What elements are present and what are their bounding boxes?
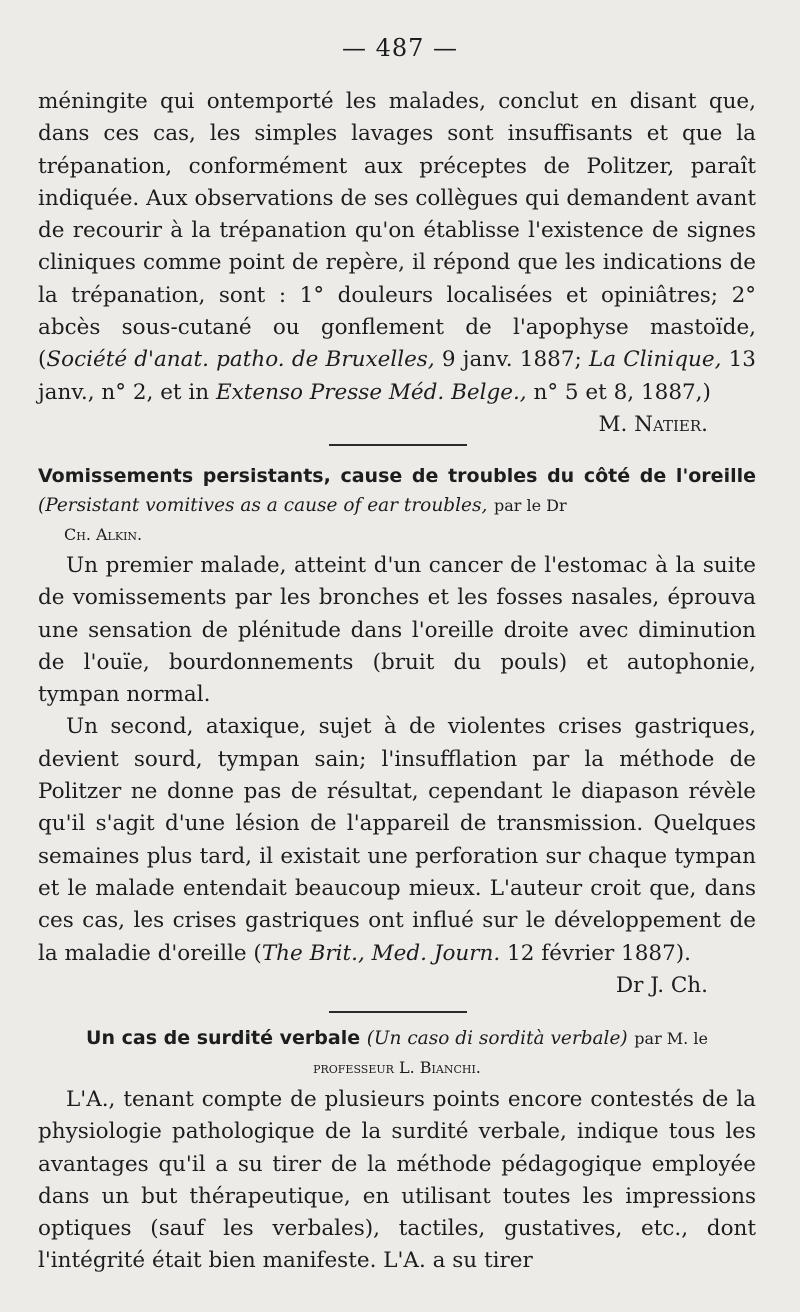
- article-title-translation: (Un caso di sordità verbale): [366, 1028, 628, 1049]
- author-signature: M. Natier.: [598, 411, 708, 437]
- text-run: 12 février 1887).: [500, 940, 691, 966]
- text-run: Un second, ataxique, sujet à de violentes crises gastriques, devient sourd, tympan sain; l'insufflation par la méthode de Politzer ne donne pas de résultat, cependant le diapason révèle qu'il s'agit d'une lésion de l'appareil de transmission. Quelques semaines plus tard, il existait une perforation sur chaque tympan et le malade entendait beaucoup mieux. L'auteur croit que, dans ces cas, les crises gastriques ont influé sur le développement de la maladie d'oreille (: [38, 714, 756, 966]
- article-author: professeur L. Bianchi.: [313, 1058, 481, 1077]
- text-run: n° 5 et 8, 1887,): [526, 379, 711, 405]
- article-title: Un cas de surdité verbale: [86, 1027, 361, 1049]
- paragraph-text: [38, 86, 756, 437]
- paragraph-text: L'A., tenant compte de plusieurs points encore contestés de la physiologie pathologique de la surdité verbale, indique tous les avantages qu'il a su tirer de la méthode pédagogique employée dans un but thérapeutique, en utilisant toutes les impressions optiques (sauf les verbales), tactiles, gustatives, etc., dont l'intégrité était bien manifeste. L'A. a su tirer: [38, 1087, 756, 1274]
- text-run: 13 janv., n° 2, et in: [38, 347, 756, 405]
- section-divider: [329, 1011, 467, 1013]
- citation-italic: The Brit., Med. Journ.: [261, 940, 501, 966]
- byline-prefix: par M. le: [634, 1029, 708, 1048]
- text-run: méningite qui ontemporté les malades, conclut en disant que, dans ces cas, les simples lavages sont insuffisants et que la trépanation, conformément aux préceptes de Politzer, paraît indiquée. Aux observations de ses collègues qui demandent avant de recourir à la trépanation qu'on établisse l'existence de signes cliniques comme point de repère, il répond que les indications de la trépanation, sont : 1° douleurs localisées et opiniâtres; 2° abcès sous-cutané ou gonflement de l'apophyse mastoïde, (: [38, 89, 756, 373]
- article-title-translation: (Persistant vomitives as a cause of ear troubles,: [38, 495, 488, 516]
- article-heading: [38, 1024, 756, 1082]
- article-author: Ch. Alkin.: [64, 525, 143, 544]
- article-heading: [38, 462, 756, 549]
- article-body: [38, 1084, 756, 1278]
- citation-italic: La Clinique,: [588, 347, 722, 373]
- article-title: Vomissements persistants, cause de troubles du côté de l'oreille: [38, 465, 756, 487]
- page-number: — 487 —: [341, 34, 459, 62]
- author-signature: Dr J. Ch.: [615, 972, 708, 998]
- citation-italic: Société d'anat. patho. de Bruxelles,: [46, 347, 435, 373]
- text-run: 9 janv. 1887;: [434, 347, 582, 373]
- article-body: [38, 550, 756, 1002]
- paragraph-text: [38, 711, 756, 998]
- byline-prefix: par le Dr: [493, 496, 567, 515]
- section-divider: [329, 444, 467, 446]
- continued-paragraph: [38, 86, 756, 441]
- paragraph-text: Un premier malade, atteint d'un cancer de l'estomac à la suite de vomissements par les bronches et les fosses nasales, éprouva une sensation de plénitude dans l'oreille droite avec diminution de l'ouïe, bourdonnements (bruit du pouls) et autophonie, tympan normal.: [38, 553, 756, 708]
- citation-italic: Extenso Presse Méd. Belge.,: [215, 379, 527, 405]
